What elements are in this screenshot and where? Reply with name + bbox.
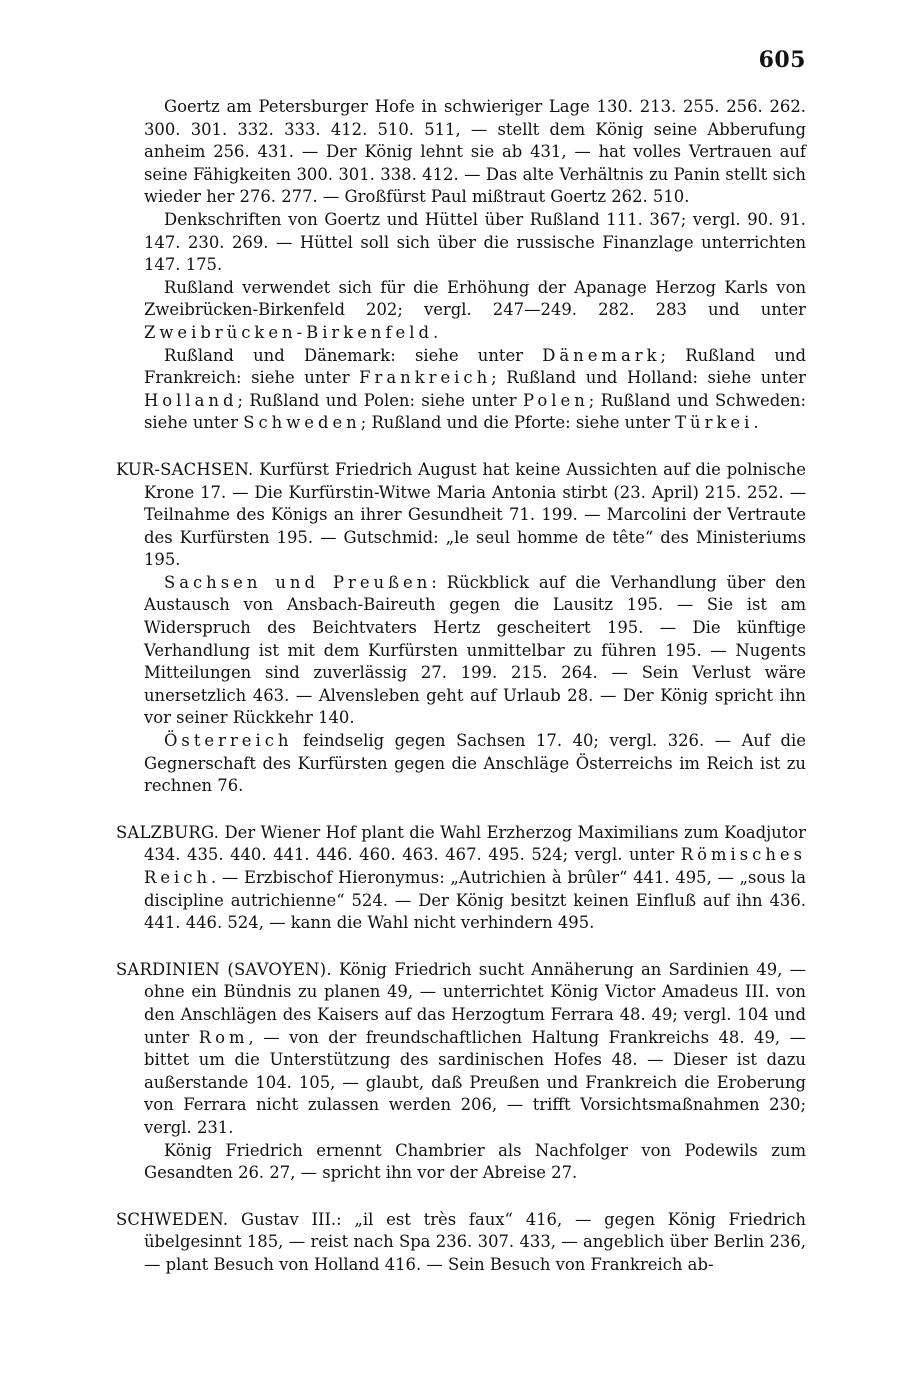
paragraph-schweden-main — [116, 1209, 806, 1277]
paragraph-text: Rußland verwendet sich für die Erhöhung der Apanage Herzog Karls von Zweibrücken-Birkenfeld 202; vergl. 247—249. 282. 283 und unter — [144, 277, 806, 320]
cross-reference: Frankreich — [359, 368, 492, 388]
cross-reference: Römisches Reich — [144, 845, 806, 887]
cross-reference: Polen — [523, 390, 589, 410]
paragraph-denkschriften — [116, 209, 806, 277]
paragraph-text: ; Rußland und Holland: siehe unter — [491, 368, 807, 388]
paragraph-text: ; Rußland und Frankreich: siehe unter — [144, 345, 806, 388]
paragraph-text: Der Wiener Hof plant die Wahl Erzherzog Maximilians zum Koadjutor 434. 435. 440. 441. 446. 460. 463. 467. 495. 524; vergl. unter — [144, 822, 806, 865]
paragraph-chambrier — [116, 1140, 806, 1185]
paragraph-oesterreich — [116, 730, 806, 798]
paragraph-text: ; Rußland und Polen: siehe unter — [237, 390, 524, 410]
cross-reference: Zweibrücken-Birkenfeld — [144, 322, 433, 342]
paragraph-apanage — [116, 277, 806, 345]
paragraph-text: . — [432, 322, 439, 342]
paragraph-text: : Rückblick auf die Verhandlung über den Austausch von Ansbach-Baireuth gegen die Lausitz 195. — Sie ist am Widerspruch des Beichtvaters Hertz gescheitert 195. — Die künftige Verhandlung ist mit dem Kurfürsten unmittelbar zu führen 195. — Nugents Mitteilungen sind zuverlässig 27. 199. 215. 264. — Sein Verlust wäre unersetzlich 463. — Alvensleben geht auf Urlaub 28. — Der König spricht ihn vor seiner Rückkehr 140. — [144, 572, 806, 728]
headword: SCHWEDEN. — [116, 1209, 229, 1229]
cross-reference: Dänemark — [542, 345, 661, 365]
paragraph-text: Gustav III.: „il est très faux“ 416, — gegen König Friedrich übelgesinnt 185, — reist nach Spa 236. 307. 433, — angeblich über Berlin 236, — plant Besuch von Holland 416. — Sein Besuch von Frankreich ab- — [144, 1209, 806, 1274]
paragraph-text: ; Rußland und Schweden: siehe unter — [144, 390, 806, 433]
paragraph-kursachsen-main — [116, 459, 806, 572]
paragraph-salzburg-main — [116, 822, 806, 935]
paragraph-text: König Friedrich ernennt Chambrier als Nachfolger von Podewils zum Gesandten 26. 27, — spricht ihn vor der Abreise 27. — [144, 1140, 806, 1183]
paragraph-text: , — von der freundschaftlichen Haltung Frankreichs 48. 49, — bittet um die Unterstützung des sardinischen Hofes 48. — Dieser ist dazu außerstande 104. 105, — glaubt, daß Preußen und Frankreich die Eroberung von Ferrara nicht zulassen werden 206, — trifft Vorsichtsmaßnahmen 230; vergl. 231. — [144, 1027, 807, 1137]
paragraph-text: Rußland und Dänemark: siehe unter — [164, 345, 543, 365]
subheading: Österreich — [164, 731, 293, 751]
paragraph-text: ; Rußland und die Pforte: siehe unter — [360, 413, 676, 433]
cross-reference: Holland — [144, 390, 238, 410]
paragraph-sardinien-main — [116, 959, 806, 1140]
entry-schweden — [116, 1209, 806, 1277]
paragraph-text: Kurfürst Friedrich August hat keine Aussichten auf die polnische Krone 17. — Die Kurfürstin-Witwe Maria Antonia stirbt (23. April) 215. 252. — Teilnahme des Königs an ihrer Gesundheit 71. 199. — Marcolini der Vertraute des Kurfürsten 195. — Gutschmid: „le seul homme de tête“ des Ministeriums 195. — [144, 459, 806, 570]
headword: SALZBURG. — [116, 822, 220, 842]
headword: SARDINIEN (SAVOYEN). — [116, 959, 332, 979]
paragraph-goertz — [116, 96, 806, 209]
entry-russland-continued — [116, 96, 806, 435]
paragraph-text: Goertz am Petersburger Hofe in schwieriger Lage 130. 213. 255. 256. 262. 300. 301. 332. 333. 412. 510. 511, — stellt dem König seine Abberufung anheim 256. 431. — Der König lehnt sie ab 431, — hat volles Vertrauen auf seine Fähigkeiten 300. 301. 338. 412. — Das alte Verhältnis zu Panin stellt sich wieder her 276. 277. — Großfürst Paul mißtraut Goertz 262. 510. — [144, 97, 806, 207]
cross-reference: Rom — [198, 1027, 249, 1047]
paragraph-sachsen-preussen — [116, 572, 806, 730]
paragraph-text: feindselig gegen Sachsen 17. 40; vergl. 326. — Auf die Gegnerschaft des Kurfürsten gegen die Anschläge Österreichs im Reich ist zu rechnen 76. — [144, 731, 806, 796]
page-number: 605 — [758, 47, 806, 73]
paragraph-text: . — Erzbischof Hieronymus: „Autrichien à brûler“ 441. 495, — „sous la discipline autrichienne“ 524. — Der König besitzt keinen Einfluß auf ihn 436. 441. 446. 524, — kann die Wahl nicht verhindern 495. — [144, 868, 806, 933]
paragraph-cross-references — [116, 345, 806, 435]
entry-kursachsen — [116, 459, 806, 798]
entry-salzburg — [116, 822, 806, 935]
cross-reference: Schweden — [243, 413, 361, 433]
paragraph-text: König Friedrich sucht Annäherung an Sardinien 49, — ohne ein Bündnis zu planen 49, — unterrichtet König Victor Amadeus III. von den Anschlägen des Kaisers auf das Herzogtum Ferrara 48. 49; vergl. 104 und unter — [144, 959, 807, 1047]
cross-reference: Türkei — [675, 413, 754, 433]
paragraph-text: Denkschriften von Goertz und Hüttel über Rußland 111. 367; vergl. 90. 91. 147. 230. 269. — Hüttel soll sich über die russische Finanzlage unterrichten 147. 175. — [144, 209, 806, 275]
subheading: Sachsen und Preußen — [164, 572, 432, 592]
index-text — [116, 96, 806, 1277]
headword: KUR-SACHSEN. — [116, 459, 254, 479]
entry-sardinien — [116, 959, 806, 1185]
paragraph-text: . — [753, 413, 759, 433]
